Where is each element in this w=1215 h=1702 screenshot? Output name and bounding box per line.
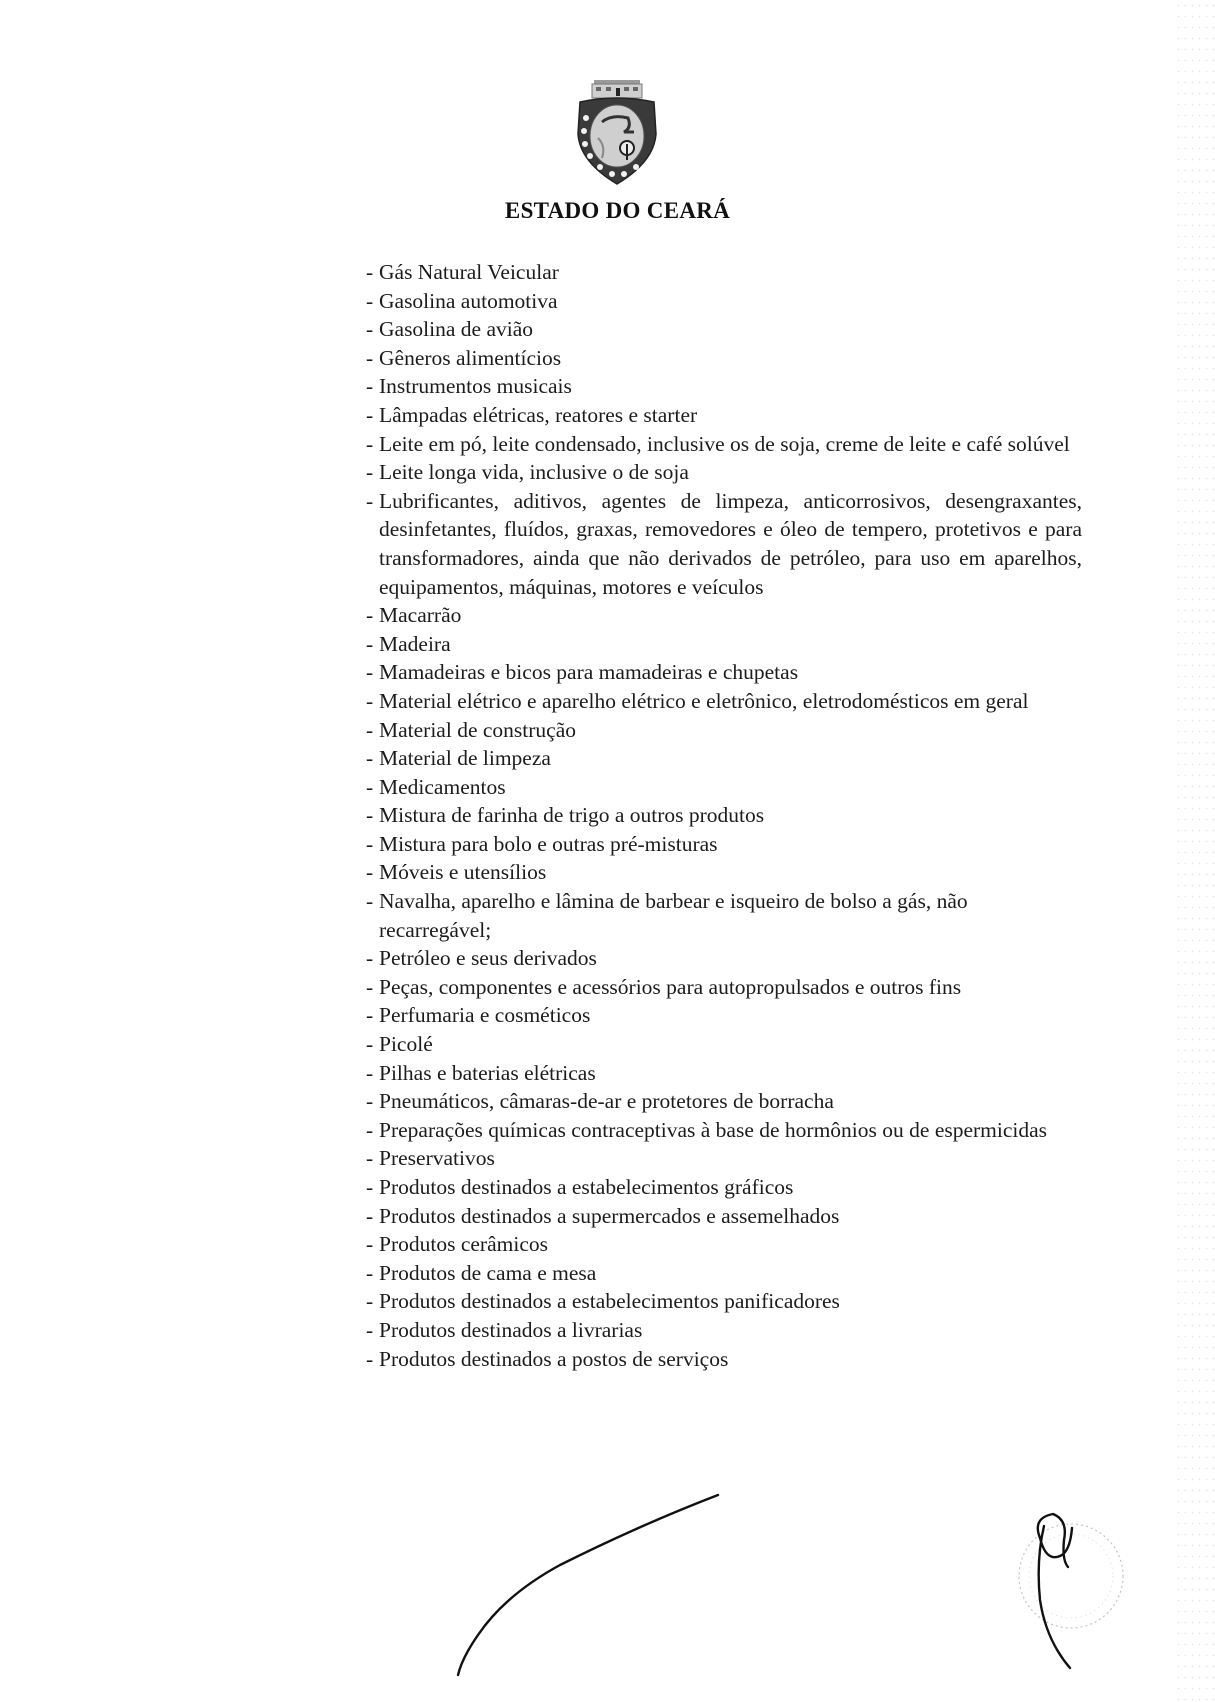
list-item xyxy=(366,773,1082,802)
list-bullet: - xyxy=(366,1232,374,1257)
list-bullet: - xyxy=(366,946,374,971)
list-item xyxy=(366,716,1082,745)
list-bullet: - xyxy=(366,660,374,685)
list-bullet: - xyxy=(366,1060,374,1085)
list-item xyxy=(366,1087,1082,1116)
faded-round-stamp-icon xyxy=(1019,1524,1123,1628)
list-item xyxy=(366,1345,1082,1374)
list-item xyxy=(366,372,1082,401)
list-bullet: - xyxy=(366,746,374,771)
list-item xyxy=(366,458,1082,487)
list-bullet: - xyxy=(366,1175,374,1199)
list-item-text: Produtos destinados a estabelecimentos gráficos xyxy=(379,1175,794,1199)
list-item-text: Móveis e utensílios xyxy=(379,860,547,885)
list-bullet: - xyxy=(366,889,374,914)
list-item-text: Produtos destinados a estabelecimentos panificadores xyxy=(379,1289,840,1314)
list-item-text: Lubrificantes, aditivos, agentes de limpeza, anticorrosivos, desengraxantes, desinfetantes, fluídos, graxas, removedores e óleo de tempero, protetivos e para transformadores, ainda que não derivados de petróleo, para uso em aparelhos, equipamentos, máquinas, motores e veículos xyxy=(379,488,1082,599)
list-item-text: Preservativos xyxy=(379,1146,495,1171)
list-item xyxy=(366,658,1082,687)
crest-inner-field xyxy=(590,105,644,167)
list-bullet: - xyxy=(366,431,374,456)
scan-edge-noise xyxy=(1175,0,1215,1702)
list-bullet: - xyxy=(366,317,374,342)
list-bullet: - xyxy=(366,1117,374,1142)
list-item-text: Gasolina automotiva xyxy=(379,288,558,313)
list-bullet: - xyxy=(366,1346,374,1371)
list-item xyxy=(366,830,1082,859)
list-item-text: Leite longa vida, inclusive o de soja xyxy=(379,460,689,485)
list-item-text: Mistura de farinha de trigo a outros produtos xyxy=(379,803,765,828)
list-item-text: Lâmpadas elétricas, reatores e starter xyxy=(379,402,698,427)
list-bullet: - xyxy=(366,1203,374,1228)
list-item xyxy=(366,401,1082,430)
list-item xyxy=(366,887,1082,944)
list-bullet: - xyxy=(366,288,374,313)
list-bullet: - xyxy=(366,688,374,713)
list-item xyxy=(366,1173,1082,1202)
list-item xyxy=(366,630,1082,659)
list-bullet: - xyxy=(366,488,374,513)
state-coat-of-arms-icon xyxy=(572,76,662,192)
handwritten-initials-icon xyxy=(1038,1514,1072,1668)
list-item xyxy=(366,1287,1082,1316)
list-item-text: Picolé xyxy=(379,1032,433,1057)
list-bullet: - xyxy=(366,1003,374,1028)
list-item-text: Gás Natural Veicular xyxy=(379,260,559,284)
list-bullet: - xyxy=(366,1146,374,1171)
list-bullet: - xyxy=(366,1317,374,1342)
list-item-text: Instrumentos musicais xyxy=(379,374,572,399)
list-item-text: Pilhas e baterias elétricas xyxy=(379,1060,596,1085)
list-item-text: Produtos destinados a livrarias xyxy=(379,1317,643,1342)
list-item-text: Leite em pó, leite condensado, inclusive os de soja, creme de leite e café solúvel xyxy=(379,431,1070,456)
list-bullet: - xyxy=(366,774,374,799)
handwritten-stroke-icon xyxy=(458,1495,718,1675)
list-item-text: Material de construção xyxy=(379,717,576,742)
list-item-text: Mistura para bolo e outras pré-misturas xyxy=(379,831,718,856)
list-item-text: Produtos de cama e mesa xyxy=(379,1260,597,1285)
list-item xyxy=(366,973,1082,1002)
list-item-text: Macarrão xyxy=(379,603,462,628)
list-item xyxy=(366,487,1082,601)
list-item xyxy=(366,687,1082,716)
list-bullet: - xyxy=(366,1032,374,1057)
list-item-text: Madeira xyxy=(379,631,451,656)
list-item xyxy=(366,1001,1082,1030)
list-item-text: Gêneros alimentícios xyxy=(379,345,562,370)
list-item xyxy=(366,1144,1082,1173)
list-item xyxy=(366,287,1082,316)
list-bullet: - xyxy=(366,345,374,370)
list-item xyxy=(366,601,1082,630)
list-item-text: Produtos cerâmicos xyxy=(379,1232,548,1257)
list-item-text: Produtos destinados a supermercados e assemelhados xyxy=(379,1203,840,1228)
list-bullet: - xyxy=(366,260,374,284)
list-bullet: - xyxy=(366,860,374,885)
product-list xyxy=(366,258,1082,1373)
list-item xyxy=(366,1116,1082,1145)
list-item xyxy=(366,858,1082,887)
list-item xyxy=(366,1030,1082,1059)
list-bullet: - xyxy=(366,402,374,427)
list-item xyxy=(366,1230,1082,1259)
list-item xyxy=(366,1259,1082,1288)
state-title: ESTADO DO CEARÁ xyxy=(504,198,731,223)
list-item-text: Material de limpeza xyxy=(379,746,551,771)
list-item xyxy=(366,944,1082,973)
list-item xyxy=(366,258,1082,287)
list-item xyxy=(366,1316,1082,1345)
list-item xyxy=(366,344,1082,373)
list-item xyxy=(366,1059,1082,1088)
list-item xyxy=(366,801,1082,830)
list-bullet: - xyxy=(366,803,374,828)
list-bullet: - xyxy=(366,717,374,742)
list-item xyxy=(366,315,1082,344)
list-bullet: - xyxy=(366,1289,374,1314)
list-item-text: Medicamentos xyxy=(379,774,506,799)
list-bullet: - xyxy=(366,974,374,999)
list-item-text: Navalha, aparelho e lâmina de barbear e isqueiro de bolso a gás, não recarregável; xyxy=(379,889,968,942)
list-item-text: Pneumáticos, câmaras-de-ar e protetores de borracha xyxy=(379,1089,834,1114)
list-bullet: - xyxy=(366,631,374,656)
crest-crown xyxy=(592,80,642,98)
list-bullet: - xyxy=(366,460,374,485)
list-item-text: Perfumaria e cosméticos xyxy=(379,1003,591,1028)
list-bullet: - xyxy=(366,603,374,628)
list-item xyxy=(366,1202,1082,1231)
list-item-text: Mamadeiras e bicos para mamadeiras e chupetas xyxy=(379,660,799,685)
list-item-text: Peças, componentes e acessórios para autopropulsados e outros fins xyxy=(379,974,962,999)
list-bullet: - xyxy=(366,374,374,399)
list-item-text: Material elétrico e aparelho elétrico e eletrônico, eletrodomésticos em geral xyxy=(379,688,1029,713)
list-item xyxy=(366,430,1082,459)
list-bullet: - xyxy=(366,1260,374,1285)
list-item-text: Gasolina de avião xyxy=(379,317,534,342)
list-bullet: - xyxy=(366,831,374,856)
list-item-text: Preparações químicas contraceptivas à base de hormônios ou de espermicidas xyxy=(379,1117,1048,1142)
list-item xyxy=(366,744,1082,773)
list-item-text: Petróleo e seus derivados xyxy=(379,946,597,971)
list-item-text: Produtos destinados a postos de serviços xyxy=(379,1346,729,1371)
list-bullet: - xyxy=(366,1089,374,1114)
